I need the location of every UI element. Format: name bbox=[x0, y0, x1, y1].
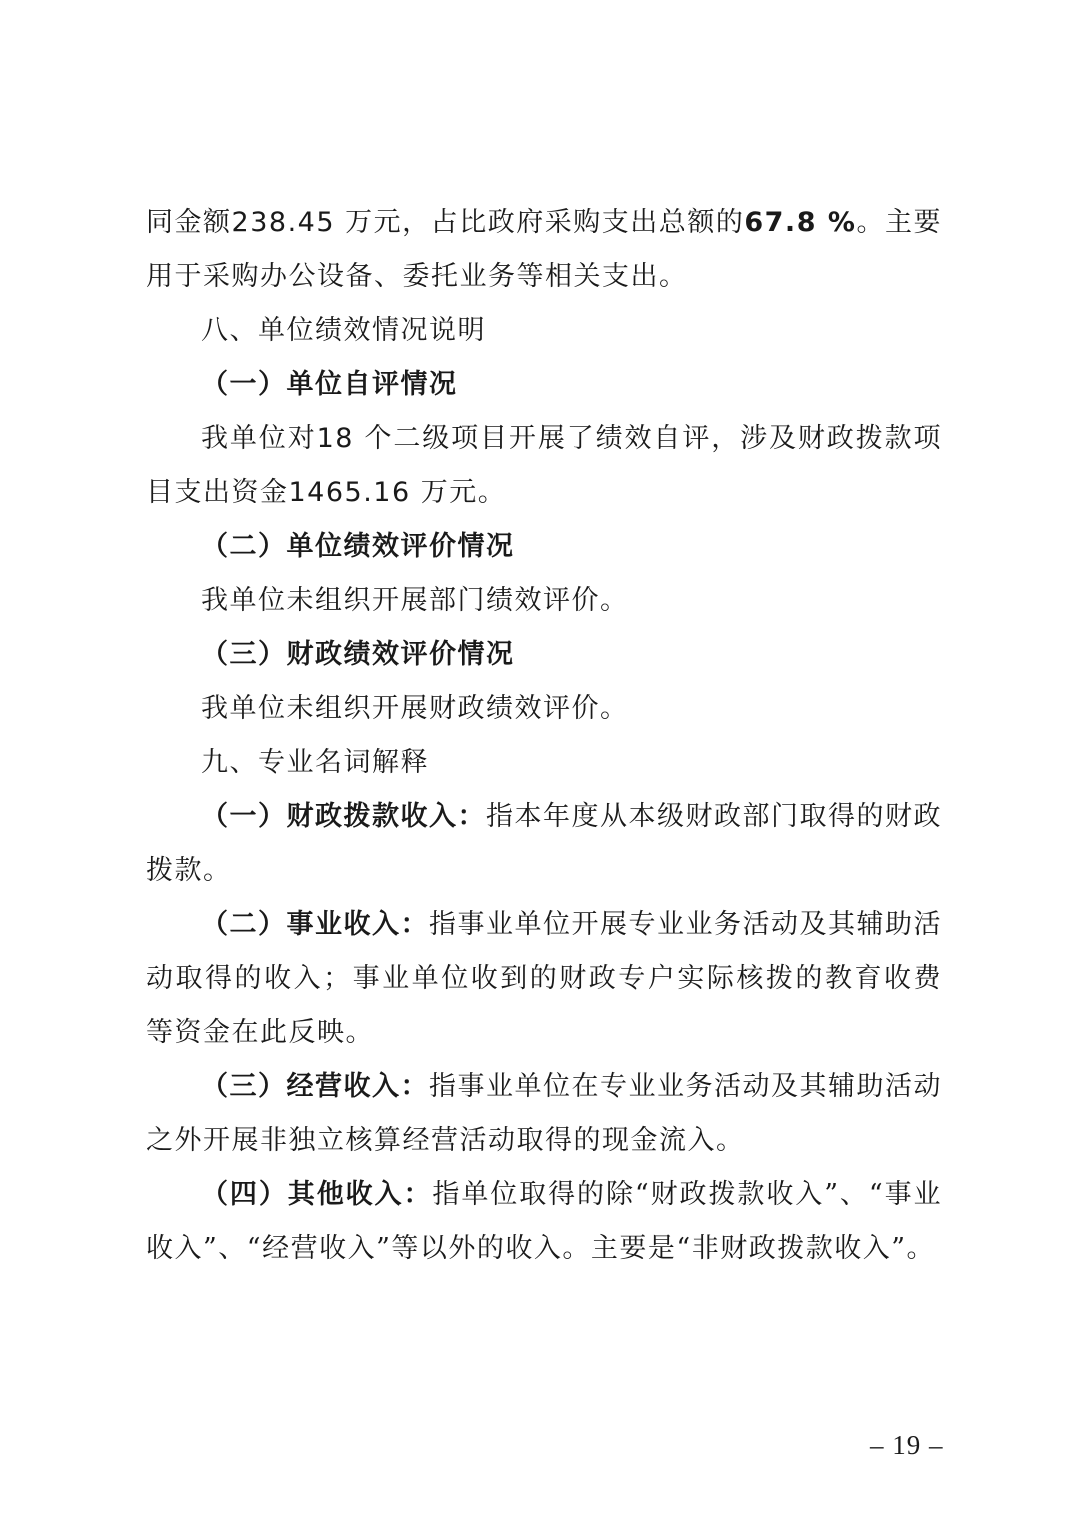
procurement-paragraph: 同金额238.45 万元，占比政府采购支出总额的67.8 %。主要用于采购办公设备、委托业务等相关支出。 bbox=[146, 207, 942, 292]
glossary-definition: 指单位取得的除“财政拨款收入”、“事业收入”、“经营收入”等以外的收入。主要是“非财政拨款收入”。 bbox=[146, 1179, 943, 1264]
glossary-item-other-income bbox=[146, 1168, 942, 1276]
section-heading-glossary: 九、专业名词解释 bbox=[201, 747, 429, 778]
glossary-definition: 指本年度从本级财政部门取得的财政拨款。 bbox=[146, 801, 942, 886]
page-number: – 19 – bbox=[870, 1430, 944, 1460]
glossary-term: （三）经营收入： bbox=[201, 1071, 429, 1102]
glossary-item-operating-income bbox=[146, 1060, 942, 1168]
glossary-item-fiscal-income bbox=[146, 790, 942, 898]
subheading-unit-evaluation: （二）单位绩效评价情况 bbox=[201, 531, 515, 562]
project-count: 18 bbox=[316, 423, 354, 454]
subheading-self-evaluation: （一）单位自评情况 bbox=[201, 369, 458, 400]
unit-evaluation-paragraph: 我单位未组织开展部门绩效评价。 bbox=[201, 585, 629, 616]
subheading-fiscal-evaluation: （三）财政绩效评价情况 bbox=[201, 639, 515, 670]
glossary-item-business-income bbox=[146, 898, 942, 1060]
project-funds: 1465.16 bbox=[288, 477, 411, 508]
glossary-definition: 指事业单位在专业业务活动及其辅助活动之外开展非独立核算经营活动取得的现金流入。 bbox=[146, 1071, 942, 1156]
glossary-term: （二）事业收入： bbox=[201, 909, 429, 940]
section-heading-performance: 八、单位绩效情况说明 bbox=[201, 315, 486, 346]
procurement-percent: 67.8 % bbox=[744, 207, 857, 238]
glossary-term: （一）财政拨款收入： bbox=[201, 801, 486, 832]
glossary-term: （四）其他收入： bbox=[201, 1179, 433, 1210]
glossary-definition: 指事业单位开展专业业务活动及其辅助活动取得的收入；事业单位收到的财政专户实际核拨的教育收费等资金在此反映。 bbox=[146, 909, 942, 1048]
contract-amount: 238.45 bbox=[231, 207, 336, 238]
fiscal-evaluation-paragraph: 我单位未组织开展财政绩效评价。 bbox=[201, 693, 629, 724]
page-body bbox=[146, 196, 942, 1276]
self-evaluation-paragraph: 我单位对18 个二级项目开展了绩效自评，涉及财政拨款项目支出资金1465.16 万元。 bbox=[146, 423, 942, 508]
